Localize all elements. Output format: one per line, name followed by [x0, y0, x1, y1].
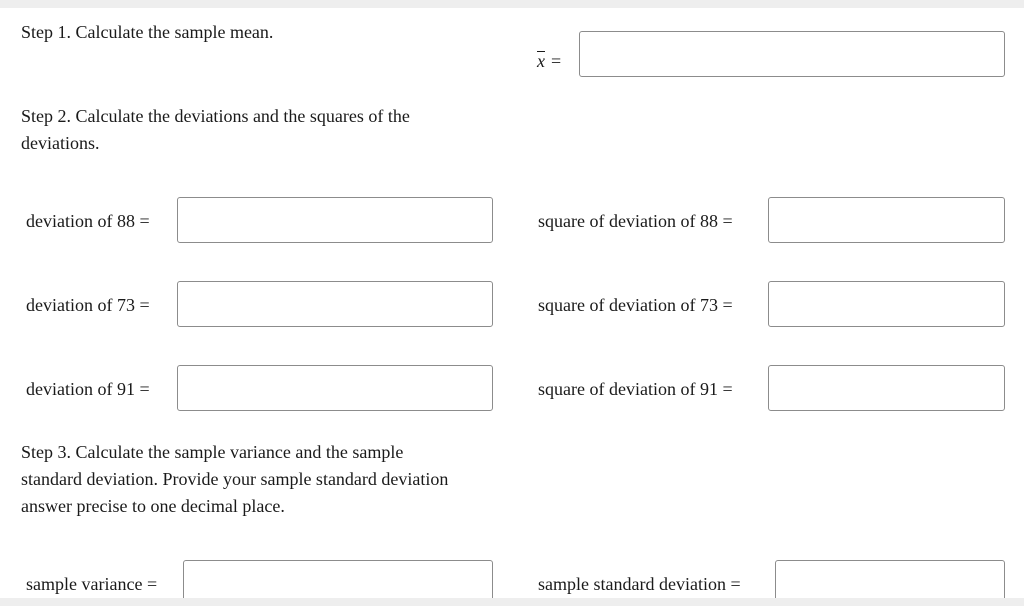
square-deviation-88-label: square of deviation of 88 =	[538, 211, 733, 231]
sample-variance-input[interactable]	[183, 560, 493, 598]
square-deviation-91-input[interactable]	[768, 365, 1005, 411]
mean-equals: =	[551, 51, 562, 71]
step3-line3: answer precise to one decimal place.	[21, 496, 285, 516]
x-bar-symbol: x	[537, 51, 545, 71]
step3-line2: standard deviation. Provide your sample standard deviation	[21, 469, 449, 489]
sample-variance-label: sample variance =	[26, 574, 158, 594]
sample-mean-input[interactable]	[579, 31, 1005, 77]
mean-label	[537, 49, 561, 73]
sample-sd-input[interactable]	[775, 560, 1005, 598]
square-deviation-73-input[interactable]	[768, 281, 1005, 327]
step1-text: Step 1. Calculate the sample mean.	[21, 22, 274, 42]
step2-line1: Step 2. Calculate the deviations and the squares of the	[21, 106, 410, 126]
sample-sd-label: sample standard deviation =	[538, 574, 741, 594]
deviation-73-label: deviation of 73 =	[26, 295, 150, 315]
square-deviation-91-label: square of deviation of 91 =	[538, 379, 733, 399]
deviation-88-input[interactable]	[177, 197, 493, 243]
deviation-88-label: deviation of 88 =	[26, 211, 150, 231]
square-deviation-73-label: square of deviation of 73 =	[538, 295, 733, 315]
step2-line2: deviations.	[21, 133, 100, 153]
step3-line1: Step 3. Calculate the sample variance and the sample	[21, 442, 404, 462]
deviation-91-input[interactable]	[177, 365, 493, 411]
deviation-91-label: deviation of 91 =	[26, 379, 150, 399]
question-page	[0, 8, 1024, 598]
deviation-73-input[interactable]	[177, 281, 493, 327]
square-deviation-88-input[interactable]	[768, 197, 1005, 243]
